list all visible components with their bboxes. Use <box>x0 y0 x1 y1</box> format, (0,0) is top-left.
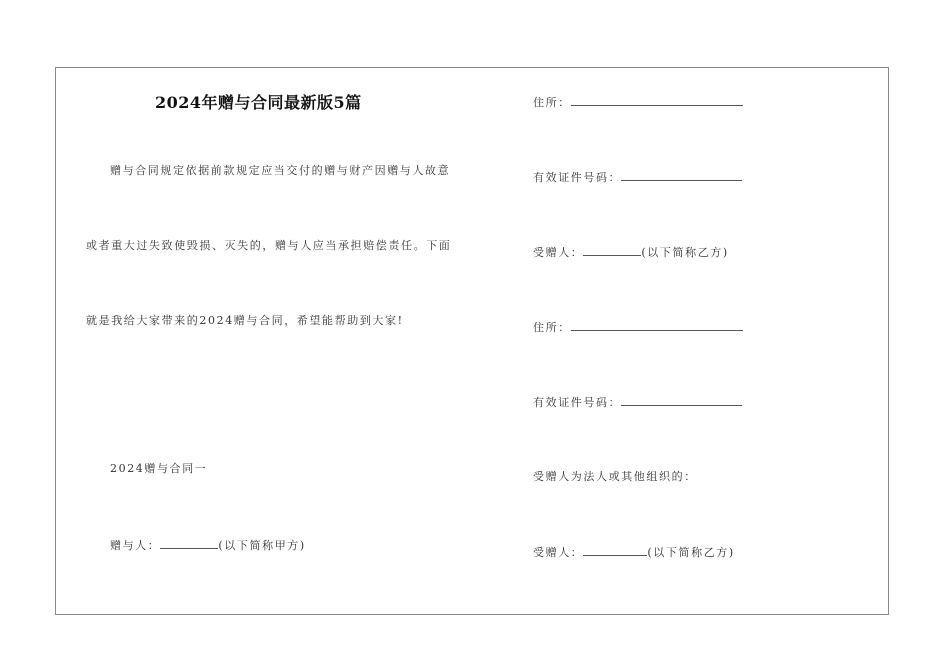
address-label-2: 住所： <box>533 321 571 334</box>
donor-line <box>110 536 306 553</box>
donee-note-1: (以下简称乙方) <box>641 246 729 259</box>
org-note-line: 受赠人为法人或其他组织的： <box>533 470 697 483</box>
document-title: 2024年赠与合同最新版5篇 <box>155 93 362 112</box>
donee-label-1: 受赠人： <box>533 246 584 259</box>
intro-line-2: 或者重大过失致使毁损、灭失的，赠与人应当承担赔偿责任。下面 <box>86 239 452 252</box>
contract-heading: 2024赠与合同一 <box>110 462 208 475</box>
donee-blank-1 <box>583 243 641 256</box>
donee-blank-2 <box>583 543 647 556</box>
intro-line-1: 赠与合同规定依据前款规定应当交付的赠与财产因赠与人故意 <box>110 164 451 177</box>
address-line-1 <box>533 93 743 110</box>
donor-note: (以下简称甲方) <box>218 539 306 552</box>
id-label-1: 有效证件号码： <box>533 171 622 184</box>
id-line-2 <box>533 393 742 410</box>
donee-line-1 <box>533 243 729 260</box>
id-blank-1 <box>621 168 742 181</box>
donor-blank <box>160 536 218 549</box>
address-blank-1 <box>571 93 743 106</box>
donor-label: 赠与人： <box>110 539 161 552</box>
donee-label-2: 受赠人： <box>533 546 584 559</box>
address-blank-2 <box>571 318 743 331</box>
page-border <box>55 67 889 615</box>
donee-note-2: (以下简称乙方) <box>647 546 735 559</box>
intro-line-3: 就是我给大家带来的2024赠与合同，希望能帮助到大家! <box>86 314 404 327</box>
donee-line-2 <box>533 543 735 560</box>
address-label-1: 住所： <box>533 96 571 109</box>
address-line-2 <box>533 318 743 335</box>
id-blank-2 <box>621 393 742 406</box>
id-line-1 <box>533 168 742 185</box>
id-label-2: 有效证件号码： <box>533 396 622 409</box>
